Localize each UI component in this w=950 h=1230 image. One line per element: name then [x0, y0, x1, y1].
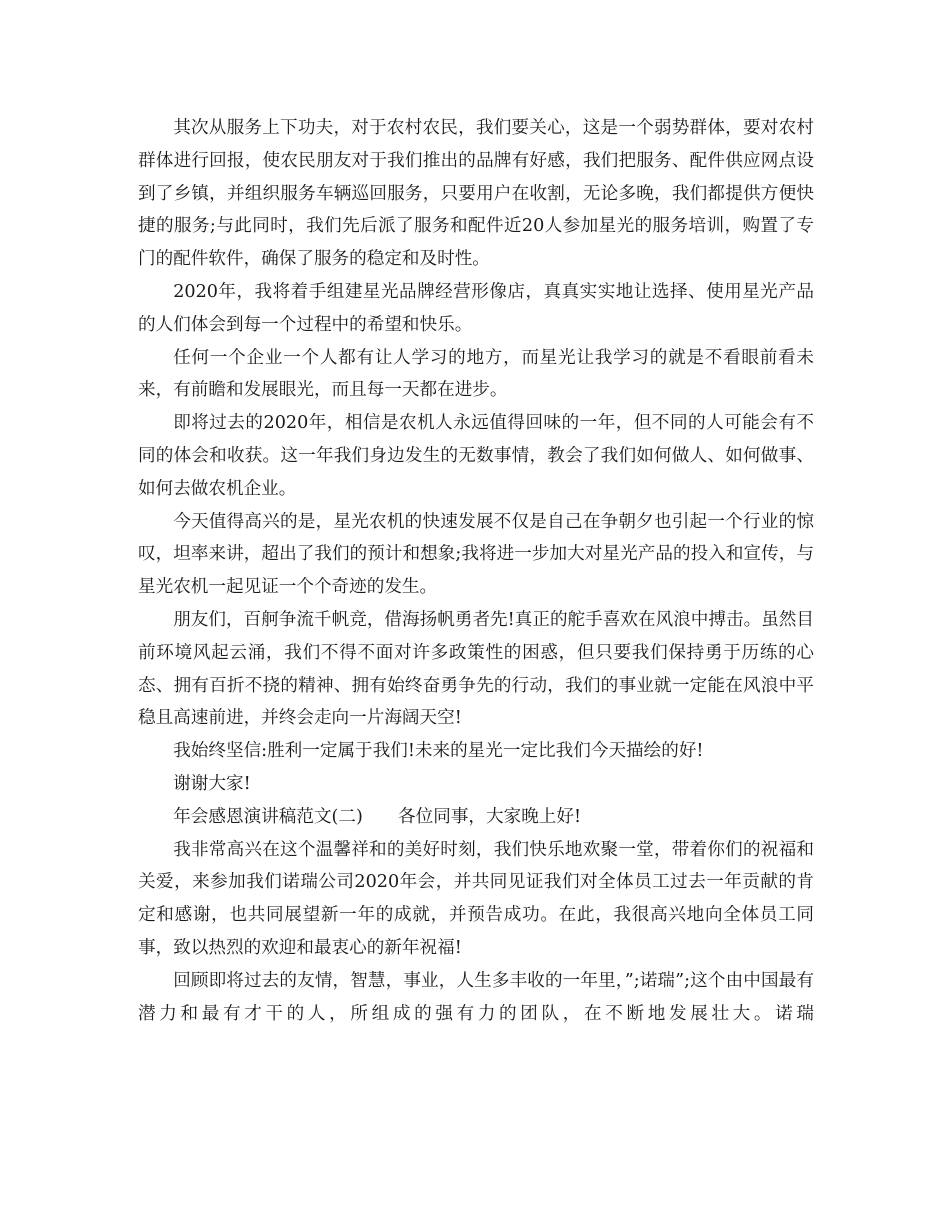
- paragraph-review: 回顾即将过去的友情，智慧，事业，人生多丰收的一年里，”;诺瑞”;这个由中国最有潜力和最有才干的人，所组成的强有力的团队，在不断地发展壮大。诺瑞: [138, 970, 814, 1024]
- paragraph-2020-store: 2020年，我将着手组建星光品牌经营形像店，真真实实地让选择、使用星光产品的人们体会到每一个过程中的希望和快乐。: [138, 281, 814, 335]
- paragraph-past-year: 即将过去的2020年，相信是农机人永远值得回味的一年，但不同的人可能会有不同的体会和收获。这一年我们身边发生的无数事情，教会了我们如何做人、如何做事、如何去做农机企业。: [138, 413, 814, 499]
- paragraph-thanks: 谢谢大家!: [173, 773, 251, 794]
- paragraph-belief: 我始终坚信:胜利一定属于我们!未来的星光一定比我们今天描绘的好!: [173, 741, 704, 762]
- document-body: [138, 112, 814, 1030]
- paragraph-learning: 任何一个企业一个人都有让人学习的地方，而星光让我学习的就是不看眼前看未来，有前瞻和发展眼光，而且每一天都在进步。: [138, 347, 814, 401]
- paragraph-friends: 朋友们，百舸争流千帆竞，借海扬帆勇者先!真正的舵手喜欢在风浪中搏击。虽然目前环境风起云涌，我们不得不面对许多政策性的困惑，但只要我们保持勇于历练的心态、拥有百折不挠的精神、拥有始终奋勇争先的行动，我们的事业就一定能在风浪中平稳且高速前进，并终会走向一片海阔天空!: [138, 609, 814, 729]
- paragraph-greeting: 我非常高兴在这个温馨祥和的美好时刻，我们快乐地欢聚一堂，带着你们的祝福和关爱，来参加我们诺瑞公司2020年会，并共同见证我们对全体员工过去一年贡献的肯定和感谢，也共同展望新一年的成就，并预告成功。在此，我很高兴地向全体员工同事，致以热烈的欢迎和最衷心的新年祝福!: [138, 839, 814, 958]
- section-heading: 年会感恩演讲稿范文(二) 各位同事，大家晚上好!: [173, 806, 582, 827]
- paragraph-today: 今天值得高兴的是，星光农机的快速发展不仅是自己在争朝夕也引起一个行业的惊叹，坦率来讲，超出了我们的预计和想象;我将进一步加大对星光产品的投入和宣传，与星光农机一起见证一个个奇迹的发生。: [138, 511, 814, 598]
- paragraph-service: 其次从服务上下功夫，对于农村农民，我们要关心，这是一个弱势群体，要对农村群体进行回报，使农民朋友对于我们推出的品牌有好感，我们把服务、配件供应网点设到了乡镇，并组织服务车辆巡回服务，只要用户在收割，无论多晚，我们都提供方便快捷的服务;与此同时，我们先后派了服务和配件近20人参加星光的服务培训，购置了专门的配件软件，确保了服务的稳定和及时性。: [138, 118, 814, 270]
